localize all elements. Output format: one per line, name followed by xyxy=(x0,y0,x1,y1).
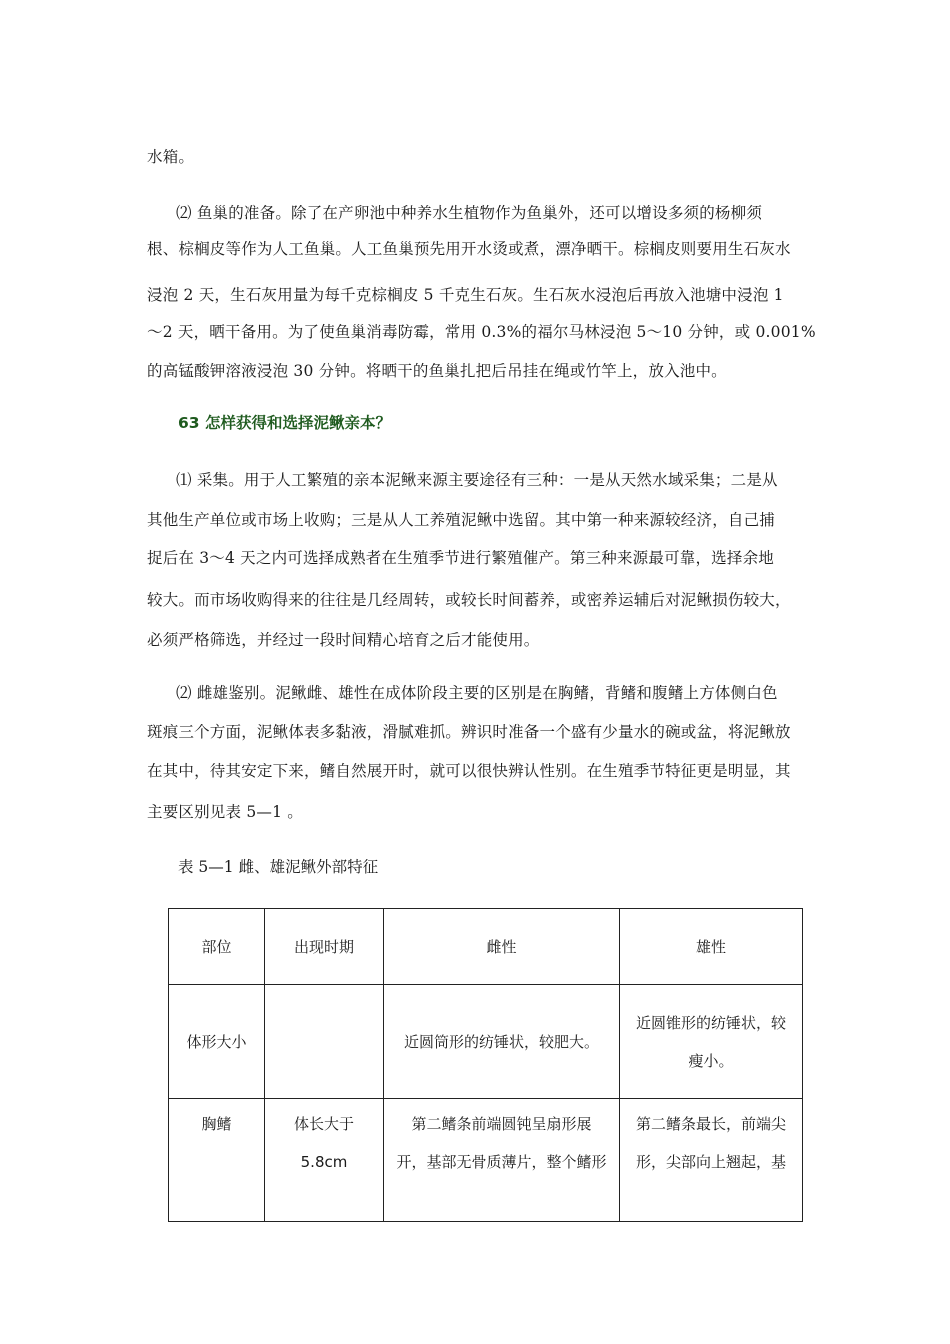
section-heading: 63 怎样获得和选择泥鳅亲本？ xyxy=(178,414,391,432)
paragraph-line: ～2 天，晒干备用。为了使鱼巢消毒防霉，常用 0.3%的福尔马林浸泡 5～10 分钟，或 0.001% xyxy=(147,323,816,341)
table-header-row xyxy=(169,909,803,985)
header-cell: 部位 xyxy=(169,909,265,985)
cell-line: 近圆锥形的纺锤状，较 xyxy=(635,1013,786,1032)
table-row xyxy=(169,985,803,1099)
paragraph-line: ⑵ 雌雄鉴别。泥鳅雌、雄性在成体阶段主要的区别是在胸鳍，背鳍和腹鳍上方体侧白色 xyxy=(176,684,778,702)
paragraph-line: 在其中，待其安定下来，鳍自然展开时，就可以很快辨认性别。在生殖季节特征更是明显，其 xyxy=(147,762,791,780)
paragraph-line: ⑴ 采集。用于人工繁殖的亲本泥鳅来源主要途径有三种：一是从天然水域采集；二是从 xyxy=(176,471,778,489)
paragraph-line: 水箱。 xyxy=(147,148,195,166)
cell-line: 第二鳍条最长，前端尖 xyxy=(635,1115,786,1133)
paragraph-line: 的高锰酸钾溶液浸泡 30 分钟。将晒干的鱼巢扎把后吊挂在绳或竹竿上，放入池中。 xyxy=(147,362,727,380)
paragraph-line: 必须严格筛选，并经过一段时间精心培育之后才能使用。 xyxy=(147,631,540,649)
paragraph-line: 主要区别见表 5—1 。 xyxy=(147,803,303,821)
header-cell: 出现时期 xyxy=(265,909,384,985)
table-cell: 近圆筒形的纺锤状，较肥大。 xyxy=(384,985,620,1099)
header-cell: 雌性 xyxy=(384,909,620,985)
cell-line: 瘦小。 xyxy=(688,1051,734,1070)
cell-line: 第二鳍条前端圆钝呈扇形展 xyxy=(411,1115,592,1133)
cell-line: 开，基部无骨质薄片，整个鳍形 xyxy=(396,1153,607,1171)
table-cell xyxy=(265,985,384,1099)
paragraph-line: 较大。而市场收购得来的往往是几经周转，或较长时间蓄养，或密养运辅后对泥鳅损伤较大， xyxy=(147,591,791,609)
features-table xyxy=(168,908,803,1222)
table-cell: 胸鳍 xyxy=(169,1099,265,1222)
paragraph-line: 浸泡 2 天，生石灰用量为每千克棕榈皮 5 千克生石灰。生石灰水浸泡后再放入池塘中浸泡 1 xyxy=(147,286,784,304)
paragraph-line: 其他生产单位或市场上收购；三是从人工养殖泥鳅中选留。其中第一种来源较经济，自己捕 xyxy=(147,511,776,529)
paragraph-line: 捉后在 3～4 天之内可选择成熟者在生殖季节进行繁殖催产。第三种来源最可靠，选择余地 xyxy=(147,549,774,567)
table-cell xyxy=(384,1099,620,1222)
table-cell: 体形大小 xyxy=(169,985,265,1099)
table-row xyxy=(169,1099,803,1222)
table-cell xyxy=(265,1099,384,1222)
paragraph-line: 斑痕三个方面，泥鳅体表多黏液，滑腻难抓。辨识时准备一个盛有少量水的碗或盆，将泥鳅放 xyxy=(147,723,791,741)
cell-line: 体长大于 xyxy=(293,1115,354,1133)
paragraph-line: 根、棕榈皮等作为人工鱼巢。人工鱼巢预先用开水烫或煮，漂净晒干。棕榈皮则要用生石灰水 xyxy=(147,240,791,258)
table-cell xyxy=(620,985,803,1099)
cell-line: 形，尖部向上翘起，基 xyxy=(635,1153,786,1171)
table-caption: 表 5—1 雌、雄泥鳅外部特征 xyxy=(178,858,379,876)
paragraph-line: ⑵ 鱼巢的准备。除了在产卵池中种养水生植物作为鱼巢外，还可以增设多须的杨柳须 xyxy=(176,204,763,222)
cell-line: 5.8cm xyxy=(300,1153,348,1171)
header-cell: 雄性 xyxy=(620,909,803,985)
table-cell xyxy=(620,1099,803,1222)
